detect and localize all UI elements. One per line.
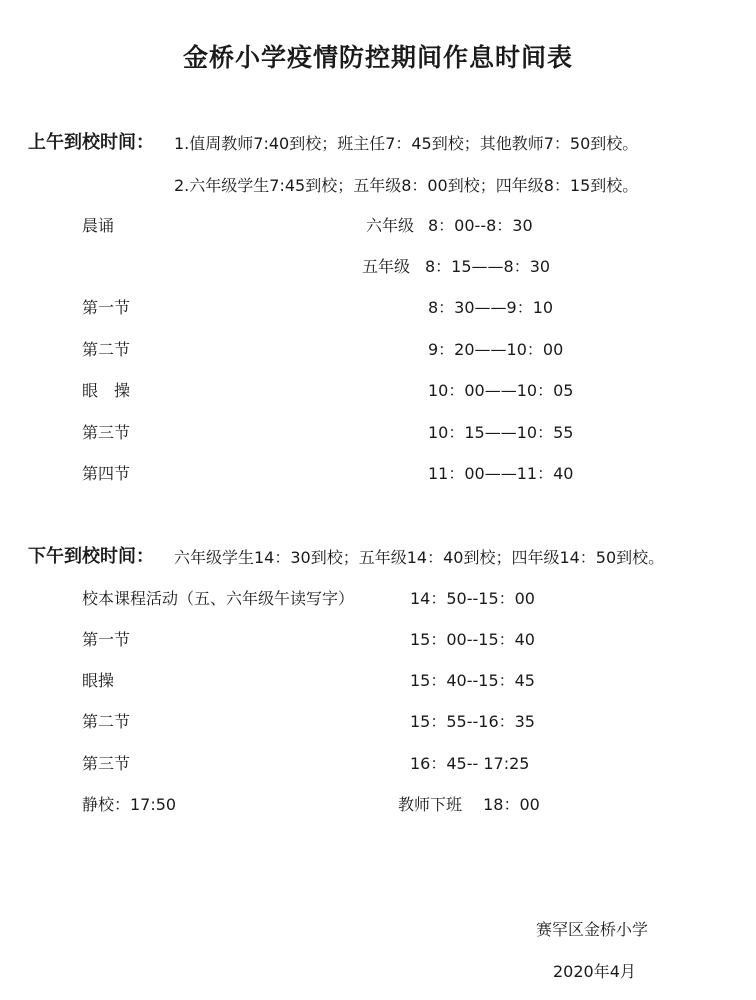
morning-row-time: 8：30——9：10: [428, 298, 554, 317]
morning-row-grade: 五年级: [362, 257, 411, 276]
quiet-school-time: 静校：17:50: [82, 795, 177, 814]
afternoon-row-label: 眼操: [82, 671, 115, 690]
morning-row-label: 第四节: [82, 464, 131, 483]
morning-row-label: 第二节: [82, 340, 131, 359]
morning-arrival-students: 2.六年级学生7:45到校；五年级8：00到校；四年级8：15到校。: [174, 176, 639, 195]
afternoon-heading: 下午到校时间：: [28, 546, 154, 567]
afternoon-row-label: 第三节: [82, 754, 131, 773]
footer-date: 2020年4月: [553, 962, 636, 981]
morning-arrival-teachers: 1.值周教师7:40到校；班主任7：45到校；其他教师7：50到校。: [174, 134, 639, 153]
page-title: 金桥小学疫情防控期间作息时间表: [182, 43, 573, 72]
morning-row-time: 8：15——8：30: [425, 257, 551, 276]
afternoon-row-time: 15：55--16：35: [410, 712, 535, 731]
footer-school-name: 赛罕区金桥小学: [536, 920, 649, 939]
afternoon-row-label: 校本课程活动（五、六年级午读写字）: [82, 589, 355, 608]
morning-row-time: 11：00——11：40: [428, 464, 574, 483]
afternoon-arrival-students: 六年级学生14：30到校；五年级14：40到校；四年级14：50到校。: [174, 548, 665, 567]
morning-row-grade: 六年级: [366, 216, 415, 235]
morning-row-label: 眼 操: [82, 381, 131, 400]
morning-row-label: 晨诵: [82, 216, 115, 235]
morning-row-time: 9：20——10：00: [428, 340, 564, 359]
afternoon-row-label: 第二节: [82, 712, 131, 731]
afternoon-row-time: 15：40--15：45: [410, 671, 535, 690]
morning-row-time: 8：00--8：30: [428, 216, 533, 235]
afternoon-row-time: 15：00--15：40: [410, 630, 535, 649]
afternoon-row-time: 16：45-- 17:25: [410, 754, 530, 773]
afternoon-row-label: 第一节: [82, 630, 131, 649]
morning-heading: 上午到校时间：: [28, 132, 154, 153]
morning-row-label: 第一节: [82, 298, 131, 317]
teacher-off-time: 教师下班 18：00: [398, 795, 540, 814]
afternoon-row-time: 14：50--15：00: [410, 589, 535, 608]
morning-row-label: 第三节: [82, 423, 131, 442]
morning-row-time: 10：00——10：05: [428, 381, 574, 400]
morning-row-time: 10：15——10：55: [428, 423, 574, 442]
